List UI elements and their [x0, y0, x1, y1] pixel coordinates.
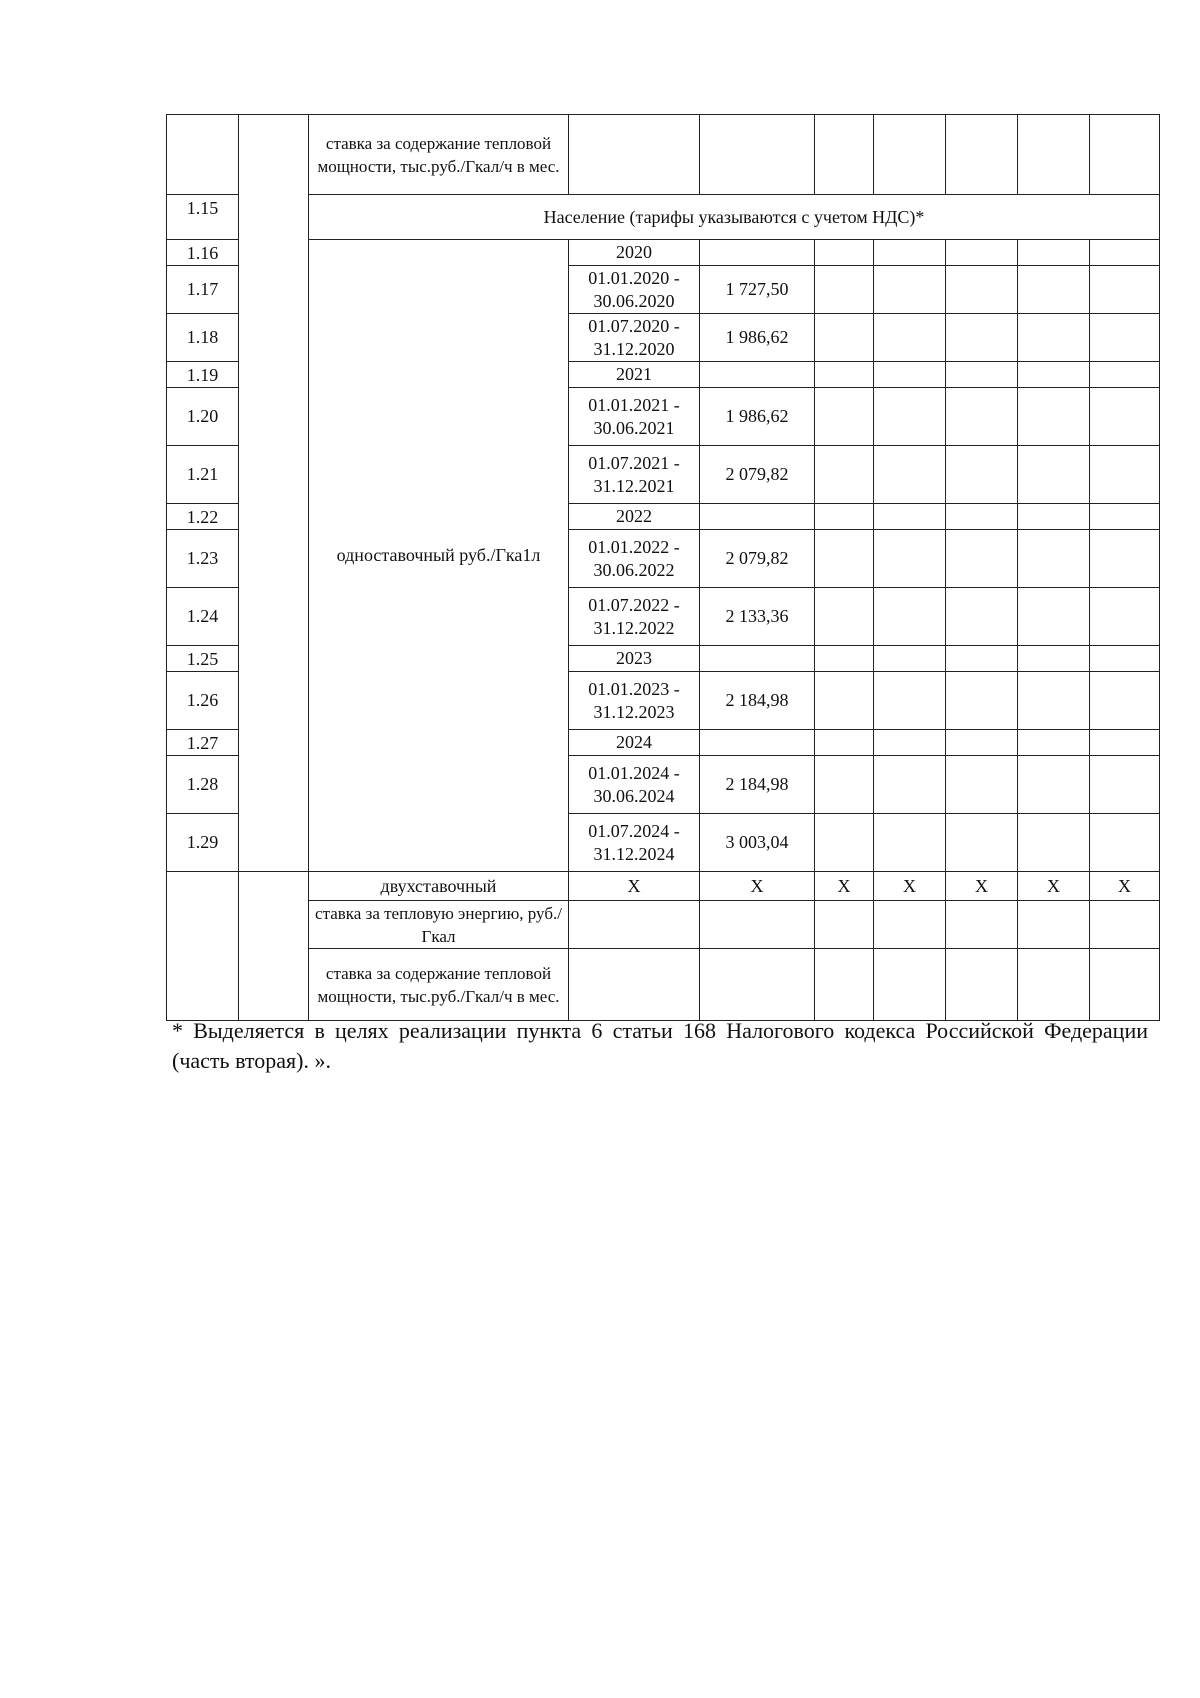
- empty-cell: [1018, 756, 1090, 814]
- empty-cell: [815, 672, 874, 730]
- empty-cell: [1090, 901, 1160, 949]
- empty-cell: [946, 240, 1018, 266]
- period-label: 01.01.2020 - 30.06.2020: [569, 266, 700, 314]
- empty-cell: [946, 266, 1018, 314]
- empty-cell: [874, 240, 946, 266]
- empty-cell: [946, 504, 1018, 530]
- tariff-value: 1 986,62: [700, 314, 815, 362]
- empty-cell: [1018, 266, 1090, 314]
- tariff-value: 2 184,98: [700, 672, 815, 730]
- group-cell: [239, 115, 309, 872]
- year-label: 2023: [569, 646, 700, 672]
- empty-cell: [1090, 362, 1160, 388]
- period-label: 01.01.2022 - 30.06.2022: [569, 530, 700, 588]
- empty-cell: [874, 362, 946, 388]
- footnote: * Выделяется в целях реализации пункта 6 статьи 168 Налогового кодекса Российской Федерации (часть вторая). ».: [172, 1018, 1148, 1073]
- empty-cell: [874, 504, 946, 530]
- x-mark: X: [946, 872, 1018, 901]
- row-number-cell: [167, 872, 239, 1021]
- period-label: 01.01.2023 - 31.12.2023: [569, 672, 700, 730]
- x-mark: X: [569, 872, 700, 901]
- x-mark: X: [815, 872, 874, 901]
- tariff-value: [700, 646, 815, 672]
- empty-cell: [946, 646, 1018, 672]
- row-number: 1.28: [167, 756, 239, 814]
- x-mark: X: [1090, 872, 1160, 901]
- section-row: [167, 195, 1160, 240]
- row-number: 1.26: [167, 672, 239, 730]
- energy-rate-row: [167, 901, 1160, 949]
- empty-cell: [1090, 530, 1160, 588]
- tariff-value: 1 986,62: [700, 388, 815, 446]
- empty-cell: [815, 814, 874, 872]
- empty-cell: [815, 901, 874, 949]
- empty-cell: [815, 314, 874, 362]
- tariff-value: 2 079,82: [700, 530, 815, 588]
- empty-cell: [874, 756, 946, 814]
- empty-cell: [815, 588, 874, 646]
- single-rate-label: одноставочный руб./Гка1л: [309, 240, 569, 872]
- empty-cell: [1018, 672, 1090, 730]
- row-number: 1.21: [167, 446, 239, 504]
- empty-cell: [946, 362, 1018, 388]
- two-rate-row: [167, 872, 1160, 901]
- tariff-value: [700, 730, 815, 756]
- row-number: 1.18: [167, 314, 239, 362]
- empty-cell: [815, 362, 874, 388]
- empty-cell: [815, 949, 874, 1021]
- two-rate-label: двухставочный: [309, 872, 569, 901]
- tariff-value: 3 003,04: [700, 814, 815, 872]
- x-mark: X: [1018, 872, 1090, 901]
- empty-cell: [815, 530, 874, 588]
- empty-cell: [1090, 672, 1160, 730]
- period-label: 01.07.2021 - 31.12.2021: [569, 446, 700, 504]
- year-label: 2020: [569, 240, 700, 266]
- tariff-value: [700, 362, 815, 388]
- empty-cell: [874, 588, 946, 646]
- row-number: 1.20: [167, 388, 239, 446]
- row-number: 1.17: [167, 266, 239, 314]
- empty-cell: [874, 646, 946, 672]
- tariff-table: [166, 114, 1160, 1021]
- capacity-rate-row-bottom: [167, 949, 1160, 1021]
- capacity-rate-row-top: [167, 115, 1160, 195]
- year-row: [167, 240, 1160, 266]
- empty-cell: [1090, 756, 1160, 814]
- tariff-value: 2 184,98: [700, 756, 815, 814]
- empty-cell: [1090, 949, 1160, 1021]
- tariff-table-body: [167, 115, 1160, 1021]
- tariff-value: [700, 240, 815, 266]
- empty-cell: [815, 730, 874, 756]
- empty-cell: [946, 314, 1018, 362]
- period-label: 01.07.2024 - 31.12.2024: [569, 814, 700, 872]
- empty-cell: [946, 588, 1018, 646]
- row-number: 1.19: [167, 362, 239, 388]
- empty-cell: [946, 901, 1018, 949]
- row-number: 1.23: [167, 530, 239, 588]
- empty-cell: [946, 730, 1018, 756]
- capacity-rate-label: ставка за содержание тепловой мощности, тыс.руб./Гкал/ч в мес.: [309, 949, 569, 1021]
- empty-cell: [874, 314, 946, 362]
- empty-cell: [874, 730, 946, 756]
- empty-cell: [1090, 646, 1160, 672]
- empty-cell: [1090, 115, 1160, 195]
- empty-cell: [1018, 446, 1090, 504]
- empty-cell: [874, 949, 946, 1021]
- row-number: 1.24: [167, 588, 239, 646]
- empty-cell: [946, 814, 1018, 872]
- empty-cell: [1018, 530, 1090, 588]
- year-label: 2024: [569, 730, 700, 756]
- empty-cell: [815, 504, 874, 530]
- empty-cell: [815, 646, 874, 672]
- capacity-rate-label: ставка за содержание тепловой мощности, тыс.руб./Гкал/ч в мес.: [309, 115, 569, 195]
- empty-cell: [815, 266, 874, 314]
- row-number-cell: [167, 115, 239, 195]
- empty-cell: [815, 240, 874, 266]
- empty-cell: [874, 901, 946, 949]
- empty-cell: [946, 672, 1018, 730]
- section-title: Население (тарифы указываются с учетом НДС)*: [309, 195, 1160, 240]
- empty-cell: [700, 901, 815, 949]
- energy-rate-label: ставка за тепловую энергию, руб./Гкал: [309, 901, 569, 949]
- row-number: 1.22: [167, 504, 239, 530]
- empty-cell: [1090, 388, 1160, 446]
- empty-cell: [1018, 362, 1090, 388]
- row-number: 1.25: [167, 646, 239, 672]
- tariff-value: 2 079,82: [700, 446, 815, 504]
- empty-cell: [1018, 949, 1090, 1021]
- year-label: 2021: [569, 362, 700, 388]
- row-number: 1.15: [167, 195, 239, 240]
- empty-cell: [874, 814, 946, 872]
- empty-cell: [1018, 115, 1090, 195]
- empty-cell: [1018, 504, 1090, 530]
- empty-cell: [874, 266, 946, 314]
- empty-cell: [1018, 814, 1090, 872]
- empty-cell: [874, 388, 946, 446]
- empty-cell: [946, 949, 1018, 1021]
- x-mark: X: [700, 872, 815, 901]
- empty-cell: [946, 756, 1018, 814]
- empty-cell: [1090, 240, 1160, 266]
- empty-cell: [874, 672, 946, 730]
- empty-cell: [874, 115, 946, 195]
- empty-cell: [569, 949, 700, 1021]
- period-label: 01.07.2022 - 31.12.2022: [569, 588, 700, 646]
- empty-cell: [700, 115, 815, 195]
- empty-cell: [700, 949, 815, 1021]
- empty-cell: [569, 901, 700, 949]
- empty-cell: [815, 115, 874, 195]
- empty-cell: [569, 115, 700, 195]
- row-number: 1.29: [167, 814, 239, 872]
- empty-cell: [1090, 504, 1160, 530]
- empty-cell: [1090, 730, 1160, 756]
- empty-cell: [1018, 588, 1090, 646]
- tariff-value: 1 727,50: [700, 266, 815, 314]
- empty-cell: [946, 388, 1018, 446]
- empty-cell: [1018, 901, 1090, 949]
- empty-cell: [1090, 814, 1160, 872]
- empty-cell: [946, 115, 1018, 195]
- period-label: 01.01.2021 - 30.06.2021: [569, 388, 700, 446]
- x-mark: X: [874, 872, 946, 901]
- empty-cell: [1018, 388, 1090, 446]
- empty-cell: [874, 446, 946, 504]
- tariff-value: [700, 504, 815, 530]
- empty-cell: [1090, 266, 1160, 314]
- empty-cell: [815, 388, 874, 446]
- period-label: 01.01.2024 - 30.06.2024: [569, 756, 700, 814]
- row-number: 1.16: [167, 240, 239, 266]
- row-number: 1.27: [167, 730, 239, 756]
- year-label: 2022: [569, 504, 700, 530]
- group-cell: [239, 872, 309, 1021]
- empty-cell: [1090, 314, 1160, 362]
- empty-cell: [874, 530, 946, 588]
- empty-cell: [1018, 730, 1090, 756]
- empty-cell: [946, 446, 1018, 504]
- empty-cell: [815, 756, 874, 814]
- period-label: 01.07.2020 - 31.12.2020: [569, 314, 700, 362]
- tariff-value: 2 133,36: [700, 588, 815, 646]
- empty-cell: [1018, 646, 1090, 672]
- empty-cell: [1090, 588, 1160, 646]
- empty-cell: [1090, 446, 1160, 504]
- empty-cell: [1018, 240, 1090, 266]
- empty-cell: [946, 530, 1018, 588]
- empty-cell: [815, 446, 874, 504]
- empty-cell: [1018, 314, 1090, 362]
